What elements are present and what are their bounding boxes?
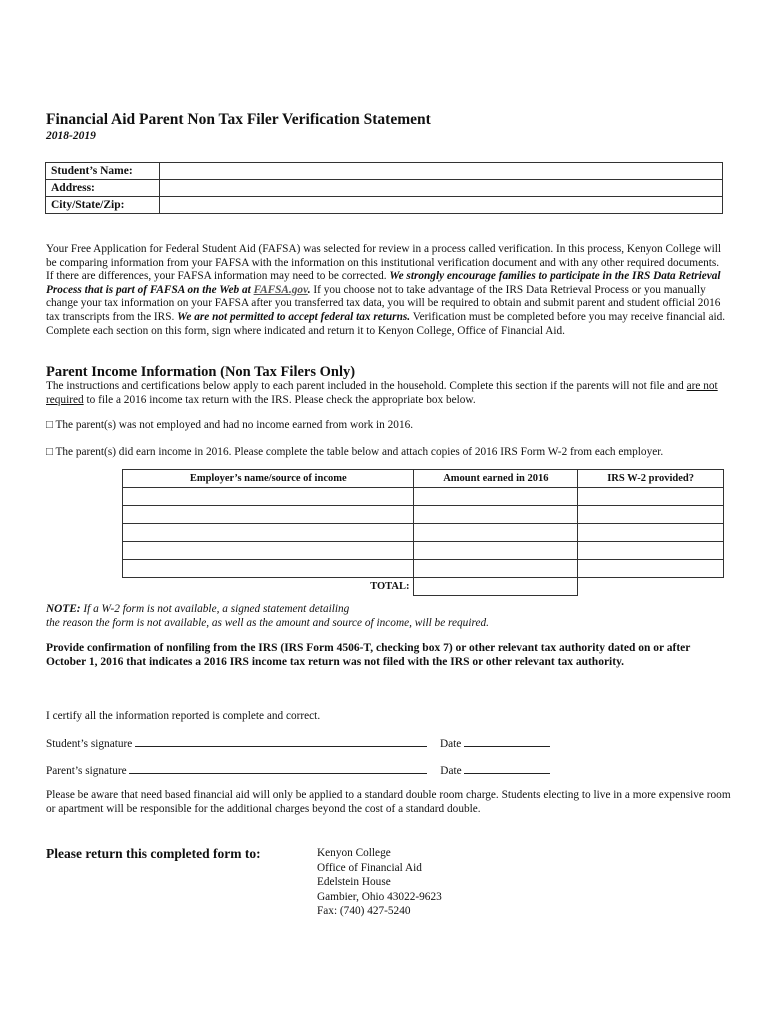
academic-year: 2018-2019 (46, 130, 96, 142)
intro-paragraph (46, 243, 726, 338)
parent-date-line[interactable] (464, 763, 550, 774)
intro-emphasis-1-end: . (307, 283, 311, 296)
intro-text-1: Your Free Application for Federal Student Aid (FAFSA) was selected for review in a process called verification. In this process, Kenyon College will be comparing information from your FAFSA with the information on this institutional verification document and with any other required documents. If there are differences, your FAFSA information may need to be corrected. (46, 243, 722, 283)
employer-table-header (123, 470, 724, 488)
intro-text-3: Verification must be completed before you may receive financial aid. Complete each section on this form, sign where indicated and return it to Kenyon College, Office of Financial Aid. (46, 310, 726, 337)
return-label: Please return this completed form to: (46, 846, 261, 861)
checkbox-no-income[interactable]: □ The parent(s) was not employed and had no income earned from work in 2016. (46, 419, 414, 431)
city-state-zip-field[interactable] (160, 197, 723, 214)
note-line-2: the reason the form is not available, as well as the amount and source of income, will be required. (46, 616, 489, 629)
total-row (123, 578, 724, 596)
fafsa-link[interactable]: FAFSA.gov (253, 283, 308, 296)
address-row (46, 180, 723, 197)
address-line: Fax: (740) 427-5240 (317, 905, 411, 918)
student-info-table (45, 162, 723, 214)
amount-cell[interactable] (414, 542, 578, 560)
section-heading: Parent Income Information (Non Tax Filers Only) (46, 364, 356, 380)
w2-cell[interactable] (578, 488, 724, 506)
student-name-label: Student’s Name: (46, 163, 160, 180)
student-signature-label: Student’s signature (46, 738, 133, 750)
intro-emphasis-1: We strongly encourage families to participate in the IRS Data Retrieval Process that is part of FAFSA on the Web at (46, 270, 721, 296)
table-row (123, 524, 724, 542)
student-signature-line[interactable] (135, 736, 427, 747)
intro-emphasis-2: We are not permitted to accept federal tax returns. (177, 310, 411, 323)
checkbox-earned-income[interactable]: □ The parent(s) did earn income in 2016. Please complete the table below and attach copies of 2016 IRS Form W-2 from each employer. (46, 446, 664, 458)
address-line: Office of Financial Aid (317, 861, 422, 874)
amount-cell[interactable] (414, 560, 578, 578)
return-address (317, 846, 442, 919)
student-name-field[interactable] (160, 163, 723, 180)
table-row (123, 560, 724, 578)
address-label: Address: (46, 180, 160, 197)
student-date-label: Date (439, 738, 462, 750)
employer-name-cell[interactable] (123, 560, 414, 578)
address-line: Kenyon College (317, 847, 391, 859)
w2-cell[interactable] (578, 506, 724, 524)
address-field[interactable] (160, 180, 723, 197)
col-amount-earned: Amount earned in 2016 (414, 470, 578, 488)
address-line: Gambier, Ohio 43022-9623 (317, 890, 442, 903)
w2-cell[interactable] (578, 560, 724, 578)
col-employer-name: Employer’s name/source of income (123, 470, 414, 488)
employer-name-cell[interactable] (123, 506, 414, 524)
parent-signature-label: Parent’s signature (46, 765, 127, 777)
city-state-zip-label: City/State/Zip: (46, 197, 160, 214)
form-title: Financial Aid Parent Non Tax Filer Verification Statement (46, 111, 431, 128)
student-signature-row (46, 736, 550, 750)
amount-cell[interactable] (414, 488, 578, 506)
instructions-underline: are not required (46, 380, 718, 406)
city-state-zip-row (46, 197, 723, 214)
amount-cell[interactable] (414, 524, 578, 542)
table-row (123, 542, 724, 560)
note-label: NOTE: (46, 603, 81, 615)
instructions-text-2: to file a 2016 income tax return with the IRS. Please check the appropriate box below. (83, 393, 476, 406)
employer-name-cell[interactable] (123, 524, 414, 542)
employer-name-cell[interactable] (123, 488, 414, 506)
parent-date-label: Date (440, 765, 462, 777)
table-row (123, 488, 724, 506)
note-text (46, 603, 489, 630)
table-row (123, 506, 724, 524)
total-label: TOTAL: (370, 581, 410, 593)
section-instructions (46, 380, 726, 407)
student-name-row (46, 163, 723, 180)
room-charge-notice: Please be aware that need based financial aid will only be applied to a standard double room charge. Students electing to live in a more expensive room or apartment will be responsible for the additional charges beyond the cost of a standard double. (46, 789, 731, 815)
parent-signature-row (46, 763, 550, 777)
intro-text-2: If you choose not to take advantage of the IRS Data Retrieval Process or you manually change your tax information on your FAFSA after you transferred tax data, you will be required to obtain and submit parent and student official 2016 tax transcripts from the IRS. (46, 283, 721, 323)
w2-cell[interactable] (578, 542, 724, 560)
employer-table (122, 469, 724, 596)
amount-cell[interactable] (414, 506, 578, 524)
instructions-text-1: The instructions and certifications below apply to each parent included in the household. Complete this section if the parents will not file and (46, 380, 687, 392)
employer-name-cell[interactable] (123, 542, 414, 560)
student-date-line[interactable] (464, 736, 550, 747)
address-line: Edelstein House (317, 876, 391, 889)
certification-statement: I certify all the information reported is complete and correct. (46, 710, 321, 722)
total-amount-cell[interactable] (414, 578, 578, 596)
note-line-1: If a W-2 form is not available, a signed statement detailing (80, 603, 350, 615)
parent-signature-line[interactable] (129, 763, 427, 774)
col-w2-provided: IRS W-2 provided? (578, 470, 724, 488)
total-empty (578, 578, 724, 596)
nonfiling-instructions: Provide confirmation of nonfiling from the IRS (IRS Form 4506-T, checking box 7) or other relevant tax authority dated on or after October 1, 2016 that indicates a 2016 IRS income tax return was not filed with the IRS or other relevant tax authority. (46, 642, 691, 668)
w2-cell[interactable] (578, 524, 724, 542)
